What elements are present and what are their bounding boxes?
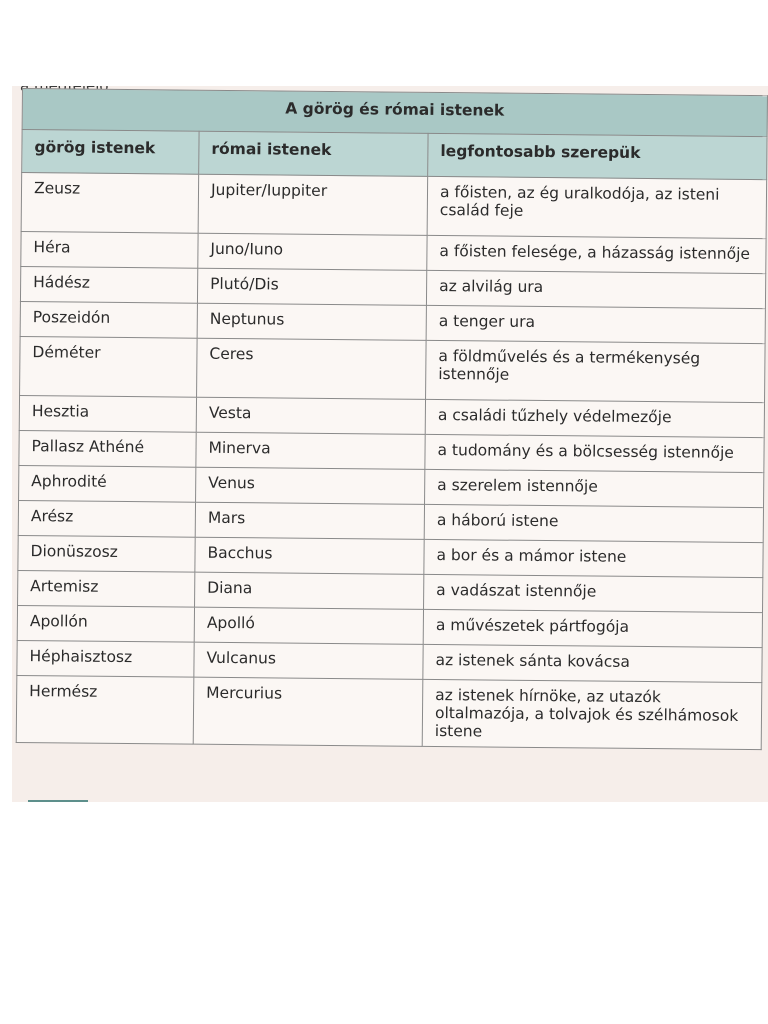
table-row	[16, 675, 762, 749]
cell-role: a háború istene	[424, 504, 763, 542]
cell-role: a művészetek pártfogója	[423, 609, 762, 647]
cell-role: a tenger ura	[426, 305, 765, 343]
cell-roman: Neptunus	[197, 303, 426, 340]
table-caption-row	[22, 89, 767, 137]
cell-greek: Aphrodité	[19, 465, 196, 502]
cell-greek: Hermész	[16, 675, 194, 744]
cell-roman: Mercurius	[193, 677, 423, 746]
column-header-role: legfontosabb szerepük	[428, 133, 767, 179]
greek-roman-gods-table	[16, 88, 768, 750]
table-body	[16, 173, 766, 750]
cell-greek: Déméter	[20, 336, 198, 397]
cell-greek: Héphaisztosz	[17, 640, 194, 677]
cell-roman: Vesta	[196, 397, 425, 434]
cell-greek: Arész	[18, 500, 195, 537]
column-header-roman: római istenek	[199, 131, 428, 176]
cell-roman: Mars	[195, 502, 424, 539]
cell-greek: Dionüszosz	[18, 535, 195, 572]
cell-greek: Hádész	[20, 266, 197, 303]
cell-roman: Diana	[195, 572, 424, 609]
cell-roman: Ceres	[197, 338, 427, 399]
cell-greek: Pallasz Athéné	[19, 430, 196, 467]
cell-role: a földművelés és a termékenység istennője	[426, 340, 766, 402]
cell-greek: Héra	[21, 231, 198, 268]
cell-roman: Bacchus	[195, 537, 424, 574]
page-corner-mark	[28, 800, 88, 802]
cell-roman: Venus	[196, 467, 425, 504]
table-header-row	[22, 130, 767, 180]
cell-role: az istenek hírnöke, az utazók oltalmazója, a tolvajok és szélhámosok istene	[422, 679, 762, 749]
cell-role: a családi tűzhely védelmezője	[425, 399, 764, 437]
cell-role: a főisten, az ég uralkodója, az isteni család feje	[427, 176, 767, 238]
table-row	[20, 336, 766, 402]
cell-roman: Jupiter/Iuppiter	[198, 174, 428, 235]
cell-greek: Hesztia	[19, 395, 196, 432]
cell-greek: Apollón	[17, 605, 194, 642]
cell-roman: Minerva	[196, 432, 425, 469]
cell-role: a vadászat istennője	[424, 574, 763, 612]
cell-role: az alvilág ura	[426, 270, 765, 308]
cell-role: a főisten felesége, a házasság istennője	[427, 235, 766, 273]
column-header-greek: görög istenek	[22, 130, 199, 175]
cell-greek: Zeusz	[21, 173, 199, 234]
cell-role: a bor és a mámor istene	[424, 539, 763, 577]
cell-roman: Plutó/Dis	[197, 268, 426, 305]
cell-role: a szerelem istennője	[425, 469, 764, 507]
cell-greek: Poszeidón	[20, 301, 197, 338]
cell-role: az istenek sánta kovácsa	[423, 644, 762, 682]
table-row	[21, 173, 767, 239]
textbook-page-photo	[12, 86, 768, 802]
cell-greek: Artemisz	[18, 570, 195, 607]
table-caption: A görög és római istenek	[22, 89, 767, 137]
cell-role: a tudomány és a bölcsesség istennője	[425, 434, 764, 472]
cell-roman: Apolló	[194, 607, 423, 644]
cell-roman: Juno/Iuno	[198, 233, 427, 270]
cell-roman: Vulcanus	[194, 642, 423, 679]
